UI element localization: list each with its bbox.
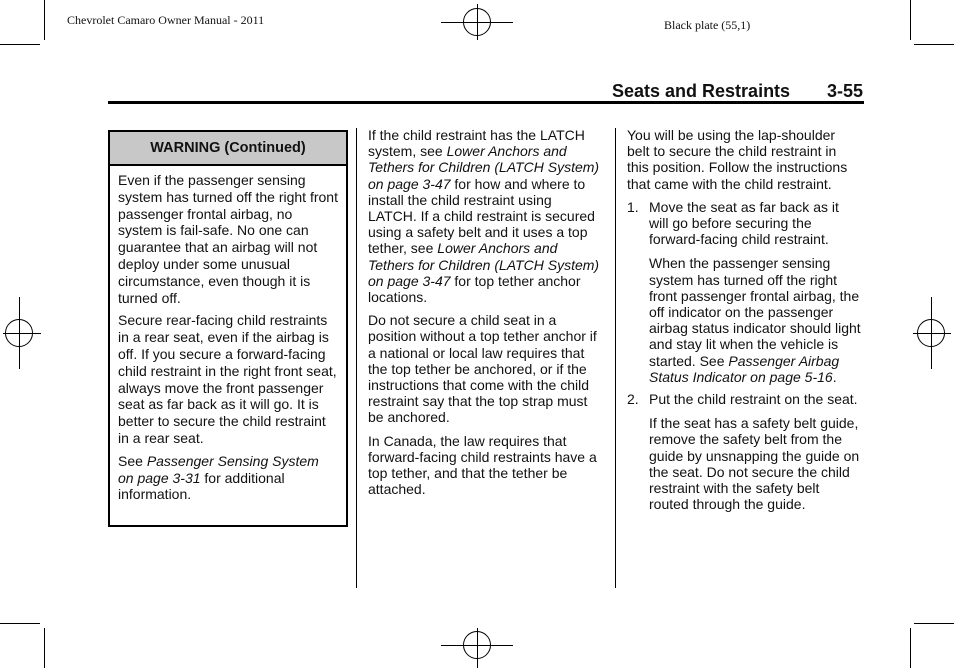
- page-number: 3-55: [827, 81, 864, 101]
- step-note: If the seat has a safety belt guide, remove the safety belt from the guide by unsnapping the guide on the seat. Do not secure the child restraint with the safety belt routed through the guide.: [649, 415, 860, 513]
- crop-mark: [910, 0, 911, 40]
- header-rule: [108, 101, 864, 104]
- cross-reference-link[interactable]: Lower Anchors and Tethers for Children (LATCH System) on page 3-47: [368, 143, 600, 192]
- body-paragraph: In Canada, the law requires that forward-facing child restraints have a top tether, and that the tether be attached.: [368, 432, 597, 498]
- cross-reference-link[interactable]: Lower Anchors and Tethers for Children (LATCH System) on page 3-47: [368, 240, 600, 289]
- crop-mark: [0, 623, 40, 624]
- step-text: Move the seat as far back as it will go before securing the forward-facing child restraint.: [649, 198, 839, 248]
- cross-reference-link[interactable]: Passenger Airbag Status Indicator on page 5-16: [649, 352, 840, 385]
- plate-label: Black plate (55,1): [664, 18, 751, 32]
- warning-paragraph: Even if the passenger sensing system has turned off the right front passenger frontal airbag, no system is fail-safe. No one can guarantee that an airbag will not deploy under some unusual circumstance, even though it is turned off.: [118, 172, 338, 306]
- warning-box: [108, 130, 348, 527]
- crop-mark: [44, 0, 45, 40]
- section-title: Seats and Restraints: [612, 81, 791, 101]
- column-divider: [356, 128, 357, 588]
- step-number: 2.: [627, 391, 639, 408]
- crop-mark: [44, 628, 45, 668]
- column-3: [627, 127, 861, 518]
- body-paragraph: You will be using the lap-shoulder belt to secure the child restraint in this position. Follow the instructions that came with the child restraint.: [627, 127, 848, 192]
- warning-title: WARNING (Continued): [110, 132, 346, 166]
- body-paragraph: If the child restraint has the LATCH system, see Lower Anchors and Tethers for Children (LATCH System) on page 3-47 for how and where to install the child restraint using LATCH. If a child restraint is secured using a safety belt and it uses a top tether, see Lower Anchors and Tethers for Children (LATCH System) on page 3-47 for top tether anchor locations.: [368, 127, 600, 306]
- list-item: [627, 199, 861, 385]
- crop-mark: [0, 44, 40, 45]
- crop-mark: [914, 44, 954, 45]
- crop-mark: [910, 628, 911, 668]
- body-paragraph: Do not secure a child seat in a position without a top tether anchor if a national or local law requires that the top tether be anchored, or if the instructions that come with the child restraint say that the top strap must be anchored.: [368, 312, 597, 426]
- column-divider: [615, 128, 616, 588]
- warning-paragraph: See Passenger Sensing System on page 3-31 for additional information.: [118, 452, 319, 503]
- step-text: Put the child restraint on the seat.: [649, 391, 858, 408]
- manual-title: Chevrolet Camaro Owner Manual - 2011: [67, 13, 265, 27]
- list-item: [627, 391, 861, 512]
- column-2: [368, 127, 604, 504]
- cross-reference-link[interactable]: Passenger Sensing System on page 3-31: [118, 452, 319, 486]
- step-list: [627, 199, 861, 513]
- warning-paragraph: Secure rear-facing child restraints in a rear seat, even if the airbag is off. If you secure a forward-facing child restraint in the right front seat, always move the front passenger seat as far back as it will go. It is better to secure the child restraint in a rear seat.: [118, 312, 337, 446]
- step-number: 1.: [627, 198, 639, 215]
- warning-body: [110, 166, 346, 503]
- crop-mark: [914, 623, 954, 624]
- step-note: When the passenger sensing system has turned off the right front passenger frontal airbag, the off indicator on the passenger airbag status indicator should light and stay lit when the vehicle is started. See Passenger Airbag Status Indicator on page 5-16.: [649, 255, 861, 385]
